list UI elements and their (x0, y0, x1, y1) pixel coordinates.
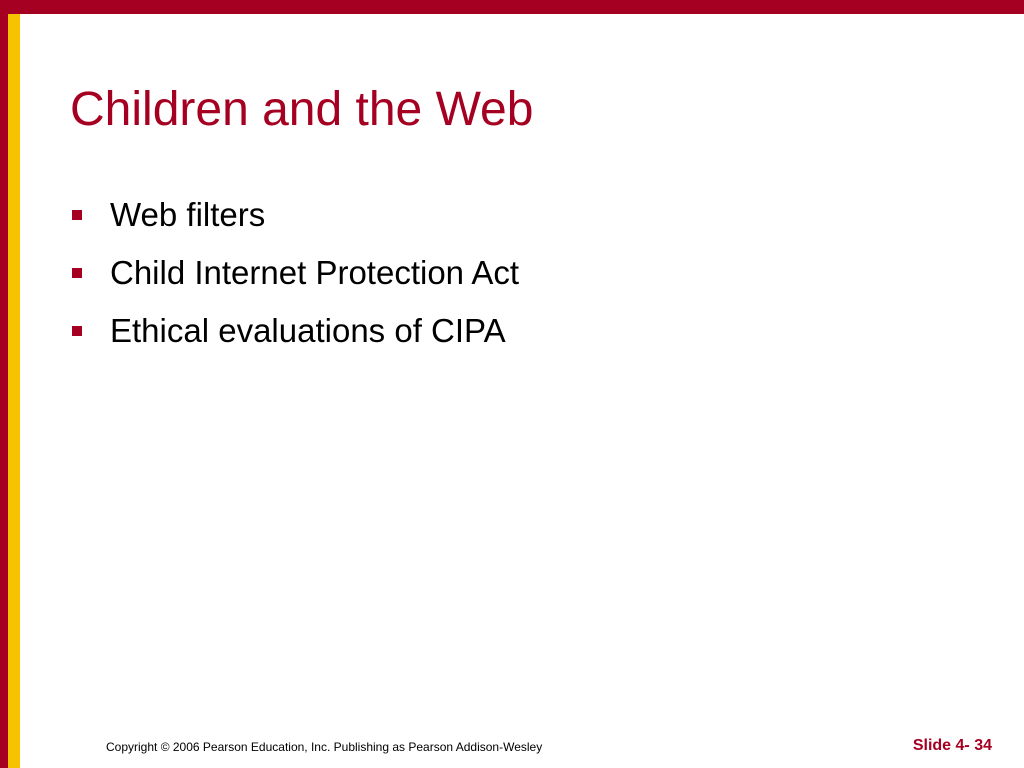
square-bullet-icon (72, 268, 82, 278)
slide-title: Children and the Web (70, 83, 534, 136)
footer-slide-number: Slide 4- 34 (912, 737, 992, 754)
bullet-list (72, 186, 519, 360)
square-bullet-icon (72, 326, 82, 336)
bullet-item-ethical-evaluations (72, 302, 519, 360)
footer-copyright: Copyright © 2006 Pearson Education, Inc. Publishing as Pearson Addison-Wesley (106, 740, 543, 754)
bullet-text: Child Internet Protection Act (110, 254, 520, 291)
bullet-text: Ethical evaluations of CIPA (110, 312, 506, 349)
bullet-item-cipa (72, 244, 519, 302)
left-accent-stripe-gold (8, 14, 20, 768)
bullet-item-web-filters (72, 186, 519, 244)
square-bullet-icon (72, 210, 82, 220)
top-accent-bar (0, 0, 1024, 14)
bullet-text: Web filters (110, 196, 266, 233)
left-accent-stripe-red (0, 0, 8, 768)
